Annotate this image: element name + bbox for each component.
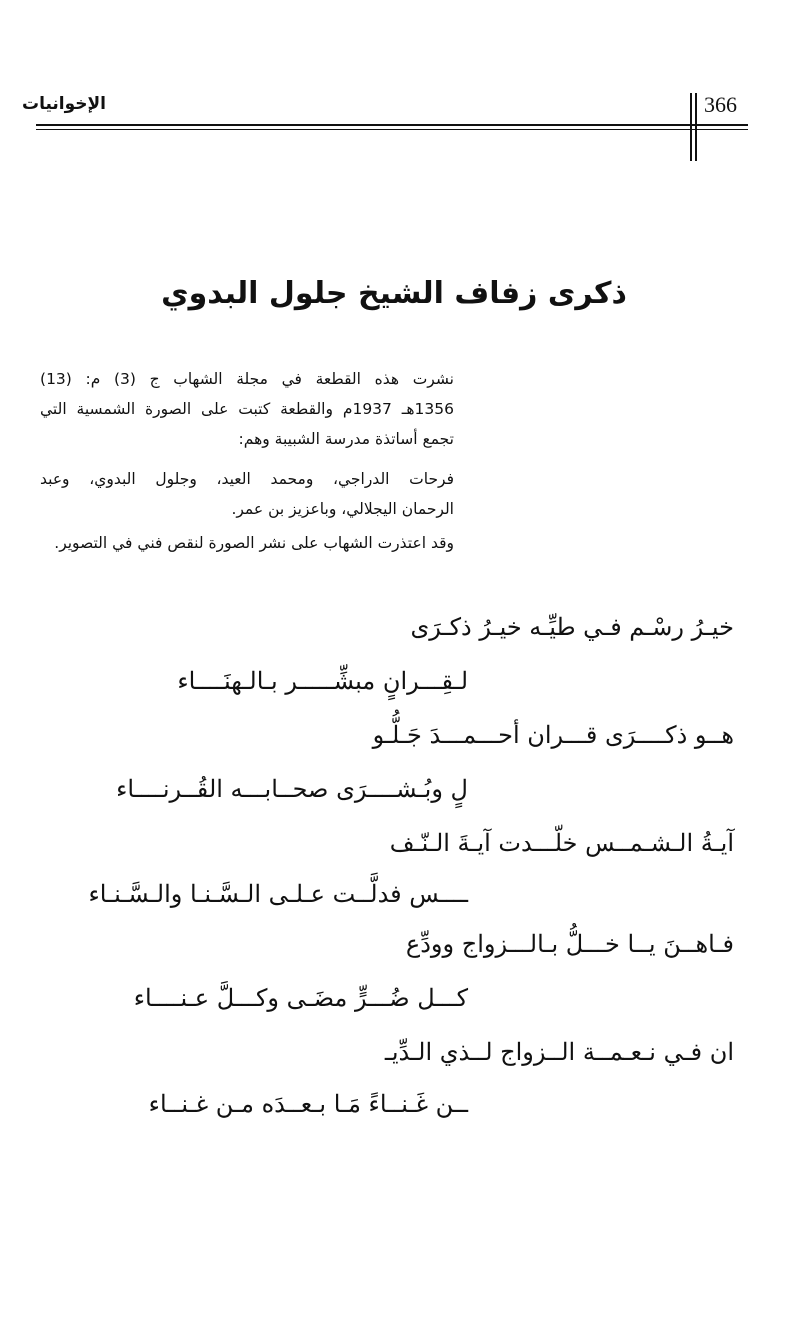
verse-first-hemistich: فـاهــنَ يــا خـــلُّ بـالـــزواج وودِّع (405, 930, 734, 958)
header-rule (36, 124, 748, 126)
verse-second-hemistich: لـقِـــرانٍ مبشِّـــــر بـالـهنَــــاء (177, 667, 468, 695)
verse-first-hemistich: ان فـي نـعـمــة الــزواج لــذي الـدِّيـ (384, 1038, 734, 1066)
page-number: 366 (704, 92, 737, 117)
verse-second-hemistich: كـــل ضُـــرٍّ مضَـى وكـــلَّ عـنــــاء (133, 984, 468, 1012)
verse-first-hemistich: هــو ذكــــرَى قـــران أحـــمـــدَ جَـلُّـو (372, 721, 734, 749)
intro-line: فرحات الدراجي، ومحمد العيد، وجلول البدوي، وعبد (40, 470, 454, 488)
verse-second-hemistich: ــــس فدلَّــت عـلـى الـسَّـنـا والـسَّـنـاء (88, 880, 468, 908)
intro-line: نشرت هذه القطعة في مجلة الشهاب ج (3) م: (13) (40, 370, 454, 388)
verse-second-hemistich: لٍ وبُـشــــرَى صحــابـــه القُــرنــــاء (116, 775, 468, 803)
poem-title: ذكرى زفاف الشيخ جلول البدوي (161, 276, 627, 311)
intro-line: الرحمان اليجلالي، وباعزيز بن عمر. (231, 500, 454, 518)
verse-first-hemistich: آيـةُ الـشـمــس خلّـــدت آيـةَ الـنّـف (389, 829, 734, 857)
intro-note (40, 364, 454, 558)
header-vertical-rule-inner (695, 93, 697, 161)
intro-line: وقد اعتذرت الشهاب على نشر الصورة لنقص فني في التصوير. (54, 534, 454, 552)
verse-first-hemistich: خيـرُ رسْـم فـي طيِّـه خيـرُ ذكـرَى (410, 613, 734, 641)
intro-line: 1356هـ 1937م والقطعة كتبت على الصورة الشمسية التي (40, 400, 454, 418)
running-head: الإخوانيات (21, 94, 106, 114)
header-rule-thin (36, 129, 748, 130)
intro-line: تجمع أساتذة مدرسة الشبيبة وهم: (238, 430, 454, 448)
header-vertical-rule (690, 93, 692, 161)
verse-second-hemistich: ــن غَـنــاءً مَـا بـعــدَه مـن غـنــاء (148, 1090, 468, 1118)
